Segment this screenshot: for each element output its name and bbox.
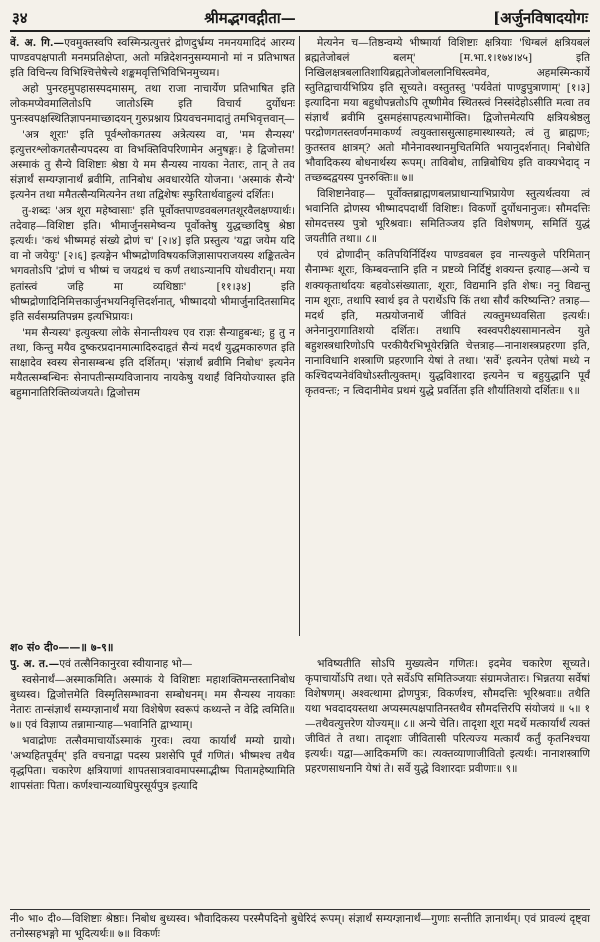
section-2 xyxy=(10,657,590,907)
commentary-label: श० सं० दी०——॥ ७-९॥ xyxy=(10,641,114,654)
commentary-paragraph xyxy=(10,734,295,794)
paragraph-text: विशिष्टानेवाह— पूर्वोक्तब्राह्मणबलप्राधान्याभिप्रायेण स्तुत्यर्थत्वया त्वं भवानिति द्रोणस्य भीष्मादपदार्थी विशिष्टः। विकर्णो दुर्योधनानुजः। सौमदत्तिः सोमदत्तस्य पुत्रो भूरिश्रवाः। समितिञ्जय इति विशेषणम्, समितिं युद्धं जयतीति तथा॥ ८॥ xyxy=(305,188,590,246)
commentary-paragraph xyxy=(10,82,295,127)
section-2-left-column xyxy=(10,657,295,907)
page-body xyxy=(10,36,590,942)
commentator-label: पु. अ. त.— xyxy=(10,658,60,670)
paragraph-text: मेत्यनेन च—तिष्ठन्वम्ये भीष्मार्या विशिष्टाः क्षत्रियाः 'धिग्बलं क्षत्रियबलं ब्रह्मतेजोबलं बलम्' [म.भा.१।१७४।४५] इति निखिलक्षत्रबलातिशायिब्रह्मतेजोबललानिधिस्त्वमेव, अहमस्मिन्कार्ये स्तुतिद्वाचार्यभिप्रिय इति सूच्यते। वस्तुतस्तु 'पर्यवेतां पाण्डुपुत्राणाम्' [१।३] इत्यादिना मया बहुधोपन्नतोऽपि तूष्णीमेव स्थितस्त्वं निस्संदेहोऽसीति मत्वा तव संज्ञार्थं ब्रवीमि दुसमहंसापहत्यभामेोक्ति। द्विजोत्तमेत्यपि क्षत्रियश्रेष्ठलु परद्रोणगतस्तवर्णनमाकर्ण्य त्वयुक्ताससुत्साहमास्थास्यते; त्वं तु ब्राह्मणः; कुतस्तव क्षात्रम्? अतो मौनेनावस्थानमुचितमिति भयानुदर्शनात्। निबोधेति भौवादिकस्य बोधनार्थस्य रूपम्। ताविबोध, तान्निबोधिय इति वाक्यभेदाद् न तच्छब्दद्वयस्य पुनरुक्तिः॥ ७॥ xyxy=(305,37,590,185)
paragraph-text: एवं द्रोणादीन् कतिपयिर्निर्दिश्य पाण्डवबल इव नान्त्यकुले परिमितान् सैनाम्भः शूराः, किम्बवन्तानि इति न प्रष्टव्ये निर्दिष्टुं शक्यन्त इत्याह—अन्ये च शक्यकृतार्थादयः बहवोऽसंख्याताः, शूराः, विद्यमानि इति शेषः। ननु विद्यन्तु नाम शूराः, तथापि स्वार्थ इव ते परार्थेऽपि किं तथा सौर्यं करिष्यन्ति? तत्राह—मदर्थ इति, मत्प्रयोजनार्थे जीवितं त्यक्तुमध्यवसिता इत्यर्थः। अनेनानुरागातिशयो दर्शितः। तथापि स्वस्वपरीक्ष्यसामानत्वेन युते बहुशस्त्रधारिणोऽपि परकीयैरभिभूयेरन्निति चेत्तत्राह—नानाशस्त्रप्रहरणा इति, नानाविधानि शस्त्राणि प्रहरणानि येषां ते तथा। 'सर्वे' इत्यनेन एतेषां मध्ये न कश्चिदप्यनेवंविधोऽस्तीत्युक्तम्। युद्धविशारदा इत्यनेन च बहुयुद्धानि पूर्वं कृतवन्तः; न त्विदानीमेव प्रथमं युद्धे प्रवर्तिता इति शौर्यातिशयो दर्शितः॥ ९॥ xyxy=(305,249,590,397)
paragraph-text: स्वसेनार्थं—अस्माकमिति। अस्माकं ये विशिष्टाः महाशक्तिमन्तस्तानिबोध बुध्यस्व। द्विजोत्तमेति विस्मृतिसम्भावना सम्बोधनम्। मम सैन्यस्य नायकाः नेतारः तान्संज्ञार्थं सम्यग्ज्ञानार्थं मया विशेषेण स्वरूपं कथ्यन्ते न वेद्रि त्वमिति॥ ७॥ एवं विज्ञाप्य तन्नामान्याह—भवानिति द्वाभ्याम्। xyxy=(10,674,295,732)
bottom-commentary: नी० भा० दी०—विशिष्टाः श्रेष्ठाः। निबोध बुध्यस्व। भौवादिकस्य परस्मैपदिनो बुधेरिदं रूपम्। संज्ञार्थं सम्यग्ज्ञानार्थं—गुणाः सन्तीति ज्ञानार्थम्। एवं प्रावल्यं दृष्ट्वा तनोस्सहभङ्गो मा भूदित्यर्थः॥ ७॥ विकर्णः xyxy=(10,909,590,942)
paragraph-text: भवाद्रोणः तत्सैवमाचार्योऽस्माकं गुरवः। त्वया कार्यार्थं मम्यो ग्रायो। 'अभ्यहितपूर्वम्' इति वचनाद्वा पदस्य प्रशसेपि पूर्वं गणितं। भीष्मश्च तथैव वृद्धपिता। चकारेण क्षत्रियाणां शापतसात्रवावमापस्माद्भीष्म पितामहेष्यामिति शापसंताः पिता। कर्णश्चान्यव्याधिपुरसूर्यपुत्र इत्यादि xyxy=(10,735,295,793)
paragraph-text: भविष्यतीति सोऽपि मुख्यत्वेन गणितः। इदमेव चकारेण सूच्यते। कृपाचार्योऽपि तथा। एते सर्वेऽपि समितिञ्जयाः संग्रामजेतारः। भिन्नतया सर्वेषां विशेषणम्। अश्वत्थामा द्रोणपुत्रः, विकर्णश्च, सौमदत्तिः भूरिश्रवाः॥ तथैति यथा भवदादयस्तथा अप्यस्मत्पक्षपातिनस्तथैव सौमदत्तिरपि संयोजयं ॥ ५॥ १—तथैवत्युत्तरेण योज्यम्॥ ८॥ अन्ये चेति। तादृशा शूरा मदर्थे मत्कार्यार्थं त्यक्तं जीवितं ते तथा। तादृशाः जीवितासी परित्यज्य मत्कार्यं कर्तुं कृतनिश्चया इत्यर्थः। यद्वा—आदिकमणि कः। त्यक्तव्याणाजीवितो इत्यर्थः। नानाशस्त्राणि प्रहरणसाधनानि येषां ते। सर्वे युद्धे विशारदाः प्रवीणाः॥ ९॥ xyxy=(305,658,590,776)
section-1 xyxy=(10,36,590,636)
commentary-paragraph xyxy=(10,657,295,672)
page-number: ३४ xyxy=(12,9,28,27)
commentary-paragraph xyxy=(10,204,295,324)
paragraph-text: 'मम सैन्यस्य' इत्युक्त्या लोके सेनान्तीयश्च एव राज्ञः सैन्याहुबन्धः; हु तु न तथा, किन्तु मयैव दुष्करप्रदानमात्मादिरुदाहृतं सैन्यं मदर्थं युद्धमकारुणत इति साक्षादेव स्वस्य सेनासम्बन्ध इति दर्शितम्। 'संज्ञार्थं ब्रवीमि निबोध' इत्यनेन मयैतत्सम्बन्धिनः सेनापतीन्सम्यविजानाय नायकेषु यथार्हं विनियोज्यास्त इति बहुमानातिरिक्तिव्यंजयते। द्विजोत्तम xyxy=(10,326,295,399)
paragraph-text: तु-शब्दः 'अत्र शूरा महेष्वासाः' इति पूर्वोक्तपाण्डवबलगतशूरवैलक्षण्यार्थः। तदेवाह—विशिष्टा इति। भीमार्जुनसमेष्वन्य पूर्वोक्तेषु युद्धच्छादिषु श्रेष्ठा इत्यर्थः। 'कथं भीष्ममहं संख्ये द्रोणं च' [२।४] इति प्रस्तुत्य 'यद्वा जयेम यदि वा नो जयेयुः' [२।६] इत्यङ्गेन भीष्मद्रोणविषयकजिज्ञासापराजयस्य शङ्कितत्वेन भगवतोऽपि 'द्रोणं च भीष्मं च जयद्रथं च कर्णं तथाऽन्यानपि योधवीरान्। मया हतांस्त्वं जहि मा व्यथिष्ठाः' [११।३४] इति भीष्मद्रोणादिनिमित्तकार्जुनभयनिवृत्तिदर्शनात्, भीष्मादयो भीमार्जुनादितसामिद इति सर्वसम्प्रतिपन्नम इत्यभिप्रायः। xyxy=(10,205,295,323)
commentary-paragraph xyxy=(305,657,590,777)
commentary-paragraph xyxy=(10,128,295,203)
paragraph-text: एवमुक्तस्वपि स्वस्मिन्प्रत्युत्तरं द्रोणदुर्भ्रम्य नमनयमादिदं आरम्य पाण्डवपक्षपाती मनमप्रतिक्षेप्ता, अतो मन्निदेशननुसम्यमानो मां न प्रतिभाषत इति विचिन्त्य विभिश्चित्तेषेत्त्ये शङ्कमवृत्तिभिविभिनमुच्यम। xyxy=(10,37,295,80)
running-title: श्रीमद्भगवद्गीता— xyxy=(204,9,296,27)
commentary-paragraph xyxy=(305,36,590,186)
paragraph-text: अहो पुनरहमुपहासस्पदमासम्, तथा राजा नाचार्येण प्रतिभाषित इति लोकमप्येवमालितोऽपि जातोऽस्मि इति विचार्य दुर्योधनः पुनःस्वपक्षस्थितिज्ञापनमाच्छादयन् गुरुप्रश्नाय प्रियवचनमादातुं तमभिवृत्तवान्— xyxy=(10,83,295,126)
page-header xyxy=(10,6,590,32)
commentary-paragraph xyxy=(305,187,590,247)
chapter-title: [अर्जुनविषादयोगः xyxy=(493,9,588,27)
section-1-left-column xyxy=(10,36,295,636)
paragraph-text: एवं तत्सैनिकानुरवा स्वीयानाह भो— xyxy=(59,658,193,670)
section-separator xyxy=(10,640,590,655)
section-1-right-column xyxy=(305,36,590,636)
column-divider xyxy=(299,36,300,636)
commentary-paragraph xyxy=(10,36,295,81)
section-2-right-column xyxy=(305,657,590,907)
commentary-paragraph xyxy=(305,248,590,398)
page xyxy=(10,6,590,941)
commentator-label: वें. अ. गि.— xyxy=(10,37,65,49)
commentary-paragraph xyxy=(10,326,295,401)
commentary-paragraph xyxy=(10,673,295,733)
paragraph-text: 'अत्र शूराः' इति पूर्वश्लोकगतस्य अत्रेत्यस्य वा, 'मम सैन्यस्य' इत्युत्तरश्लोकगतसैन्यपदस्य वा विभक्तिविपरिणामेन अनुषङ्गः। हे द्विजोत्तम! अस्माकं तु सैन्ये विशिष्टाः श्रेष्ठा ये मम सैन्यस्य नायका नेतारः, तान् ते तव संज्ञार्थं सम्यग्ज्ञानार्थं ब्रवीमि, तानिबोध अवधारयेति योजना। 'अस्माकं सैन्ये' इत्यनेन तथा ममैतत्सैन्यमित्यनेन तथा तद्विशेषः स्फुरितार्थवाहुल्यं दर्शितः। xyxy=(10,129,295,202)
